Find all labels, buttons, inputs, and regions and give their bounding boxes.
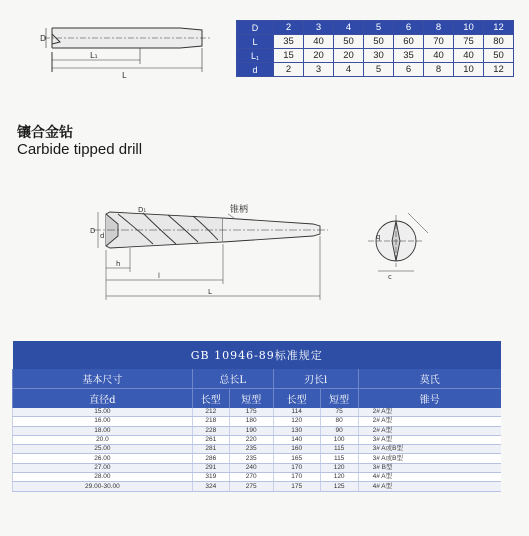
top-table-row-label: L₁ <box>237 49 274 63</box>
spec-cell-d: 20.0 <box>13 435 193 444</box>
header-morse: 莫氏 <box>358 369 501 389</box>
spec-cell-taper: 2# A型 <box>358 408 501 417</box>
spec-cell-l-short: 100 <box>320 435 358 444</box>
spec-cell-d: 16.00 <box>13 417 193 426</box>
top-table-cell: 40 <box>304 35 334 49</box>
spec-cell-d: 25.00 <box>13 445 193 454</box>
gb-spec-table <box>12 341 501 492</box>
header-L-long: 长型 <box>192 389 229 409</box>
header-taper-no: 锥号 <box>358 389 501 409</box>
spec-cell-l-long: 170 <box>273 473 320 482</box>
header-total-length: 总长L <box>192 369 273 389</box>
top-table-cell: 5 <box>364 21 394 35</box>
top-table-cell: 35 <box>394 49 424 63</box>
end-view-c-label: c <box>388 273 392 281</box>
spec-cell-L-short: 270 <box>229 473 273 482</box>
top-table-cell: 75 <box>454 35 484 49</box>
top-table-row <box>237 63 514 77</box>
drill-end-view <box>358 205 468 285</box>
spec-table-row <box>13 426 502 435</box>
top-table-cell: 4 <box>334 21 364 35</box>
spec-cell-d: 18.00 <box>13 426 193 435</box>
header-L-short: 短型 <box>229 389 273 409</box>
top-table-cell: 6 <box>394 21 424 35</box>
top-table-cell: 8 <box>424 21 454 35</box>
top-table-row <box>237 35 514 49</box>
header-edge-length: 刃长l <box>273 369 358 389</box>
spec-table-row <box>13 445 502 454</box>
drill-h-label: h <box>116 260 121 268</box>
drill-l-label: l <box>158 272 160 280</box>
top-table-cell: 12 <box>484 21 514 35</box>
spec-cell-l-short: 125 <box>320 482 358 491</box>
top-table-cell: 3 <box>304 21 334 35</box>
drill-d-label: d <box>100 232 105 240</box>
spec-cell-l-short: 120 <box>320 463 358 472</box>
spec-cell-taper: 4# A型 <box>358 473 501 482</box>
spec-cell-L-long: 261 <box>192 435 229 444</box>
top-table-cell: 12 <box>484 63 514 77</box>
drill-D1-label: D₁ <box>138 206 147 214</box>
top-table-cell: 8 <box>424 63 454 77</box>
spec-cell-l-long: 140 <box>273 435 320 444</box>
spec-cell-L-long: 228 <box>192 426 229 435</box>
top-table-cell: 10 <box>454 21 484 35</box>
spec-cell-L-long: 212 <box>192 408 229 417</box>
spec-cell-l-long: 175 <box>273 482 320 491</box>
carbide-drill-drawing <box>58 200 348 310</box>
spec-cell-taper: 2# A型 <box>358 417 501 426</box>
spec-cell-l-short: 115 <box>320 445 358 454</box>
top-table-row-label: D <box>237 21 274 35</box>
spec-cell-L-long: 324 <box>192 482 229 491</box>
spec-cell-taper: 2# A型 <box>358 426 501 435</box>
spec-cell-l-short: 75 <box>320 408 358 417</box>
spec-cell-L-short: 190 <box>229 426 273 435</box>
top-table-cell: 35 <box>274 35 304 49</box>
spec-cell-L-long: 291 <box>192 463 229 472</box>
spec-cell-d: 26.00 <box>13 454 193 463</box>
top-table-cell: 70 <box>424 35 454 49</box>
spec-cell-L-short: 275 <box>229 482 273 491</box>
spec-cell-l-long: 120 <box>273 417 320 426</box>
header-l-short: 短型 <box>320 389 358 409</box>
spec-cell-d: 27.00 <box>13 463 193 472</box>
top-l1-label: L₁ <box>90 51 98 60</box>
spec-cell-l-long: 170 <box>273 463 320 472</box>
spec-cell-L-short: 235 <box>229 445 273 454</box>
spec-cell-L-long: 319 <box>192 473 229 482</box>
top-table-cell: 20 <box>304 49 334 63</box>
top-l-label: L <box>122 71 127 80</box>
top-table-row-label: d <box>237 63 274 77</box>
taper-shank-label: 锥柄 <box>230 205 249 215</box>
spec-cell-L-long: 218 <box>192 417 229 426</box>
top-table-cell: 3 <box>304 63 334 77</box>
top-table-cell: 20 <box>334 49 364 63</box>
drill-D-label: D <box>90 227 96 235</box>
top-table-cell: 80 <box>484 35 514 49</box>
spec-cell-l-long: 114 <box>273 408 320 417</box>
section-title-zh: 镶合金钻 <box>17 125 73 141</box>
top-table-cell: 5 <box>364 63 394 77</box>
spec-cell-taper: 3# B型 <box>358 463 501 472</box>
spec-table-row <box>13 435 502 444</box>
spec-cell-L-short: 220 <box>229 435 273 444</box>
top-table-cell: 40 <box>454 49 484 63</box>
spec-table-row <box>13 482 502 491</box>
top-table-cell: 10 <box>454 63 484 77</box>
header-basic-size: 基本尺寸 <box>13 369 193 389</box>
spec-cell-taper: 3# A型 <box>358 435 501 444</box>
top-table-row <box>237 21 514 35</box>
spec-cell-taper: 3# A或B型 <box>358 454 501 463</box>
section-title-en: Carbide tipped drill <box>17 141 143 158</box>
header-l-long: 长型 <box>273 389 320 409</box>
spec-table-title: GB 10946-89标准规定 <box>13 341 502 369</box>
spec-table-row <box>13 473 502 482</box>
spec-cell-L-short: 175 <box>229 408 273 417</box>
top-table-cell: 50 <box>484 49 514 63</box>
spec-cell-L-long: 281 <box>192 445 229 454</box>
top-table-cell: 6 <box>394 63 424 77</box>
top-table-cell: 4 <box>334 63 364 77</box>
spec-cell-L-short: 180 <box>229 417 273 426</box>
top-table-cell: 2 <box>274 21 304 35</box>
spec-cell-l-long: 165 <box>273 454 320 463</box>
top-table-cell: 50 <box>364 35 394 49</box>
spec-cell-l-short: 90 <box>320 426 358 435</box>
top-table-cell: 2 <box>274 63 304 77</box>
top-table-cell: 15 <box>274 49 304 63</box>
spec-table-row <box>13 454 502 463</box>
top-table-cell: 60 <box>394 35 424 49</box>
spec-table-row <box>13 408 502 417</box>
drill-L-label: L <box>208 288 212 296</box>
spec-cell-l-short: 115 <box>320 454 358 463</box>
spec-cell-d: 28.00 <box>13 473 193 482</box>
straight-drill-size-table <box>236 20 514 77</box>
top-table-row-label: L <box>237 35 274 49</box>
header-diameter: 直径d <box>13 389 193 409</box>
top-d-label: D <box>40 34 47 43</box>
spec-cell-d: 15.00 <box>13 408 193 417</box>
top-table-cell: 30 <box>364 49 394 63</box>
spec-cell-d: 29.00-30.00 <box>13 482 193 491</box>
spec-cell-taper: 3# A或B型 <box>358 445 501 454</box>
spec-cell-l-short: 80 <box>320 417 358 426</box>
spec-cell-L-long: 286 <box>192 454 229 463</box>
top-table-row <box>237 49 514 63</box>
spec-cell-l-long: 160 <box>273 445 320 454</box>
top-table-cell: 50 <box>334 35 364 49</box>
spec-table-row <box>13 417 502 426</box>
spec-cell-L-short: 240 <box>229 463 273 472</box>
spec-cell-l-long: 130 <box>273 426 320 435</box>
top-table-cell: 40 <box>424 49 454 63</box>
spec-cell-taper: 4# A型 <box>358 482 501 491</box>
spec-cell-L-short: 235 <box>229 454 273 463</box>
spec-cell-l-short: 120 <box>320 473 358 482</box>
spec-table-row <box>13 463 502 472</box>
end-view-q-label: q <box>376 233 381 241</box>
straight-drill-drawing <box>30 12 220 92</box>
